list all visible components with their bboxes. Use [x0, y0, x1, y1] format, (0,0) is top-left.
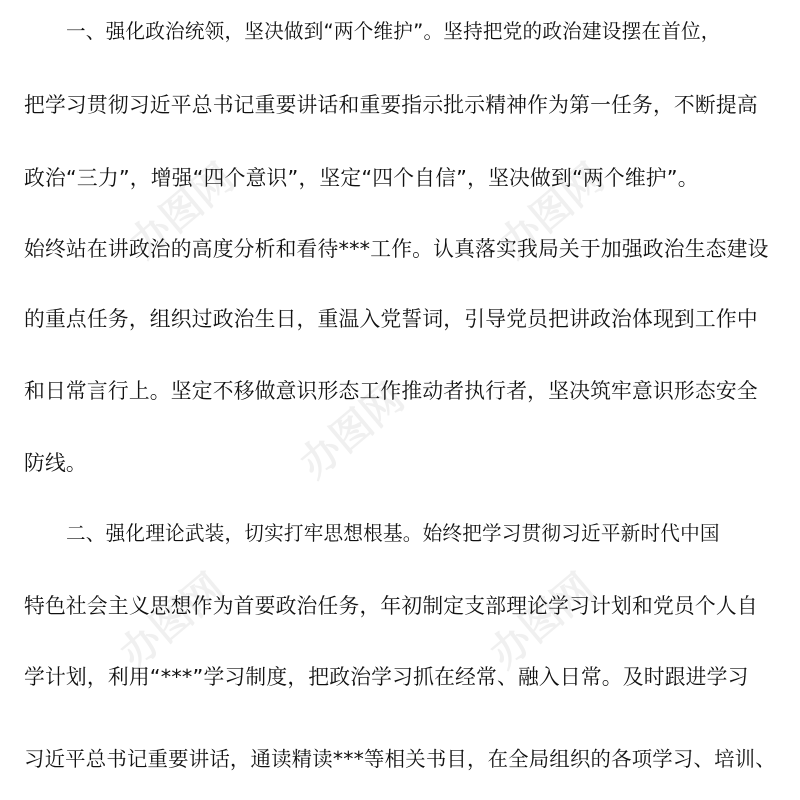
paragraph-2-line-4: 习近平总书记重要讲话，通读精读***等相关书目，在全局组织的各项学习、培训、 [24, 747, 776, 771]
paragraph-1-line-3: 政治“三力”，增强“四个意识”，坚定“四个自信”，坚决做到“两个维护”。 [24, 166, 699, 190]
paragraph-2-line-3: 学计划，利用“***”学习制度，把政治学习抓在经常、融入日常。及时跟进学习 [24, 665, 749, 689]
paragraph-1-line-6: 和日常言行上。坚定不移做意识形态工作推动者执行者，坚决筑牢意识形态安全 [24, 379, 758, 403]
paragraph-2-line-2: 特色社会主义思想作为首要政治任务，年初制定支部理论学习计划和党员个人自 [24, 594, 758, 618]
watermark: 办图网 [111, 564, 233, 678]
paragraph-1-line-2: 把学习贯彻习近平总书记重要讲话和重要指示批示精神作为第一任务，不断提高 [24, 93, 758, 117]
paragraph-1-line-4: 始终站在讲政治的高度分析和看待***工作。认真落实我局关于加强政治生态建设 [24, 237, 769, 261]
paragraph-1-line-7: 防线。 [24, 451, 87, 475]
watermark: 办图网 [121, 154, 243, 268]
watermark: 办图网 [481, 564, 603, 678]
paragraph-2-line-1: 二、强化理论武装，切实打牢思想根基。始终把学习贯彻习近平新时代中国 [66, 522, 720, 545]
watermark: 办图网 [491, 154, 613, 268]
watermark: 办图网 [291, 374, 413, 488]
paragraph-1-line-1: 一、强化政治统领，坚决做到“两个维护”。坚持把党的政治建设摆在首位， [66, 20, 721, 43]
paragraph-1-line-5: 的重点任务，组织过政治生日，重温入党誓词，引导党员把讲政治体现到工作中 [24, 307, 758, 331]
